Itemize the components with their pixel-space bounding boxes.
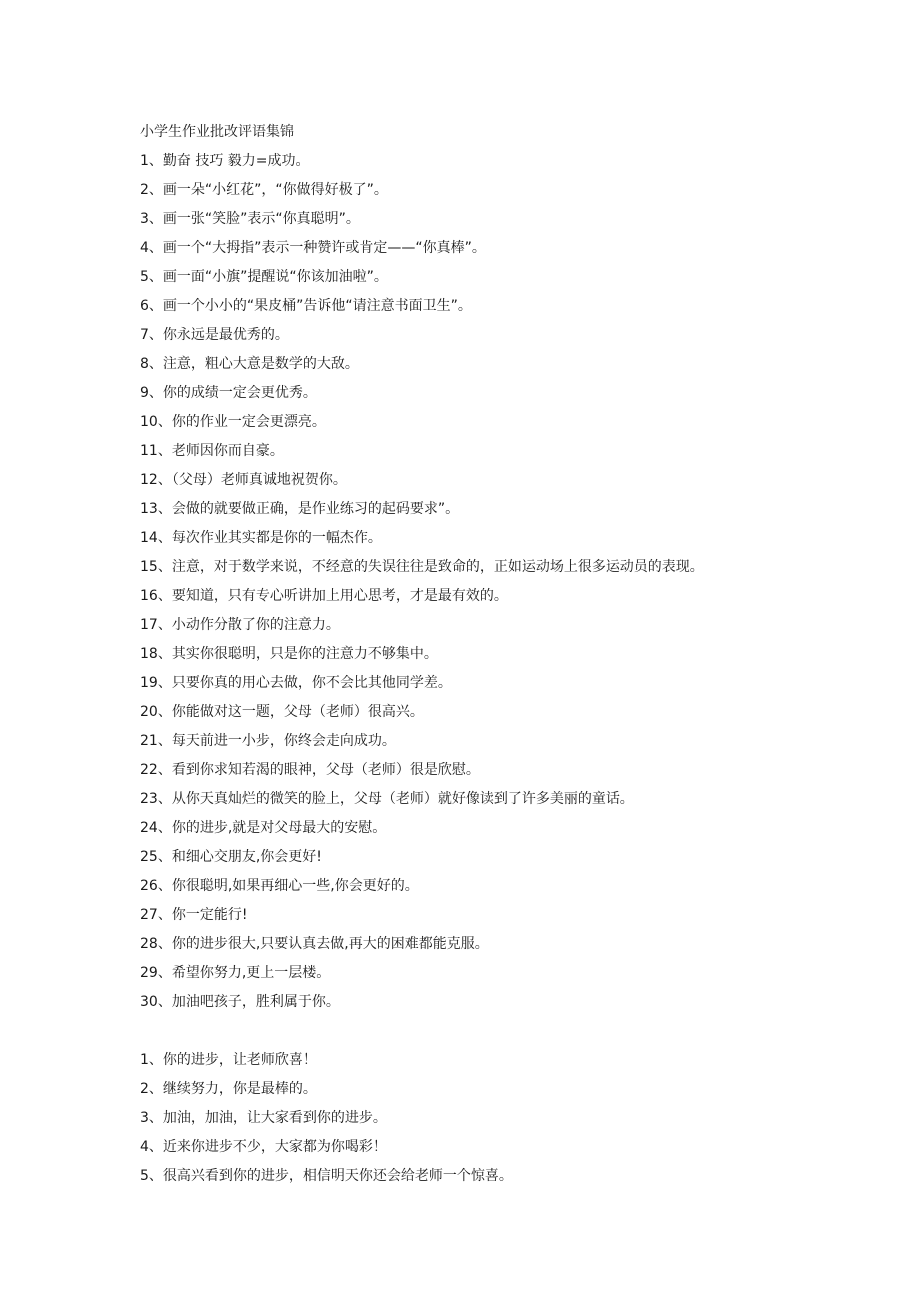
comment-item: 23、从你天真灿烂的微笑的脸上，父母（老师）就好像读到了许多美丽的童话。 <box>140 791 634 807</box>
comment-item: 8、注意，粗心大意是数学的大敌。 <box>140 356 359 372</box>
comment-item: 17、小动作分散了你的注意力。 <box>140 617 340 633</box>
comment-item: 1、勤奋 技巧 毅力=成功。 <box>140 153 310 169</box>
comment-item: 2、继续努力，你是最棒的。 <box>140 1081 317 1097</box>
comment-item: 9、你的成绩一定会更优秀。 <box>140 385 317 401</box>
comment-item: 3、加油，加油，让大家看到你的进步。 <box>140 1110 387 1126</box>
comment-item: 6、画一个小小的“果皮桶”告诉他“请注意书面卫生”。 <box>140 298 472 314</box>
document-content <box>140 118 910 1191</box>
comment-item: 21、每天前进一小步，你终会走向成功。 <box>140 733 396 749</box>
comment-item: 14、每次作业其实都是你的一幅杰作。 <box>140 530 382 546</box>
comment-item: 19、只要你真的用心去做，你不会比其他同学差。 <box>140 675 452 691</box>
section-gap <box>140 1017 910 1046</box>
comment-item: 28、你的进步很大,只要认真去做,再大的困难都能克服。 <box>140 936 489 952</box>
comment-item: 4、近来你进步不少，大家都为你喝彩！ <box>140 1139 387 1155</box>
comment-item: 29、希望你努力,更上一层楼。 <box>140 965 331 981</box>
comment-item: 12、（父母）老师真诚地祝贺你。 <box>140 472 347 488</box>
comment-item: 25、和细心交朋友,你会更好! <box>140 849 322 865</box>
comment-item: 15、注意，对于数学来说，不经意的失误往往是致命的，正如运动场上很多运动员的表现。 <box>140 559 704 575</box>
comment-list-1 <box>140 147 910 1017</box>
comment-item: 3、画一张“笑脸”表示“你真聪明”。 <box>140 211 360 227</box>
comment-item: 13、会做的就要做正确，是作业练习的起码要求”。 <box>140 501 460 517</box>
comment-list-2 <box>140 1046 910 1191</box>
comment-item: 18、其实你很聪明，只是你的注意力不够集中。 <box>140 646 438 662</box>
comment-item: 11、老师因你而自豪。 <box>140 443 284 459</box>
comment-item: 1、你的进步，让老师欣喜！ <box>140 1052 317 1068</box>
comment-item: 16、要知道，只有专心听讲加上用心思考，才是最有效的。 <box>140 588 508 604</box>
comment-item: 30、加油吧孩子，胜利属于你。 <box>140 994 340 1010</box>
comment-item: 27、你一定能行! <box>140 907 248 923</box>
comment-item: 20、你能做对这一题，父母（老师）很高兴。 <box>140 704 424 720</box>
comment-item: 2、画一朵“小红花”，“你做得好极了”。 <box>140 182 388 198</box>
comment-item: 26、你很聪明,如果再细心一些,你会更好的。 <box>140 878 419 894</box>
comment-item: 4、画一个“大拇指”表示一种赞许或肯定——“你真棒”。 <box>140 240 486 256</box>
document-title: 小学生作业批改评语集锦 <box>140 124 294 140</box>
comment-item: 24、你的进步,就是对父母最大的安慰。 <box>140 820 387 836</box>
comment-item: 10、你的作业一定会更漂亮。 <box>140 414 326 430</box>
comment-item: 7、你永远是最优秀的。 <box>140 327 289 343</box>
comment-item: 5、画一面“小旗”提醒说“你该加油啦”。 <box>140 269 388 285</box>
comment-item: 22、看到你求知若渴的眼神，父母（老师）很是欣慰。 <box>140 762 480 778</box>
comment-item: 5、很高兴看到你的进步，相信明天你还会给老师一个惊喜。 <box>140 1168 513 1184</box>
